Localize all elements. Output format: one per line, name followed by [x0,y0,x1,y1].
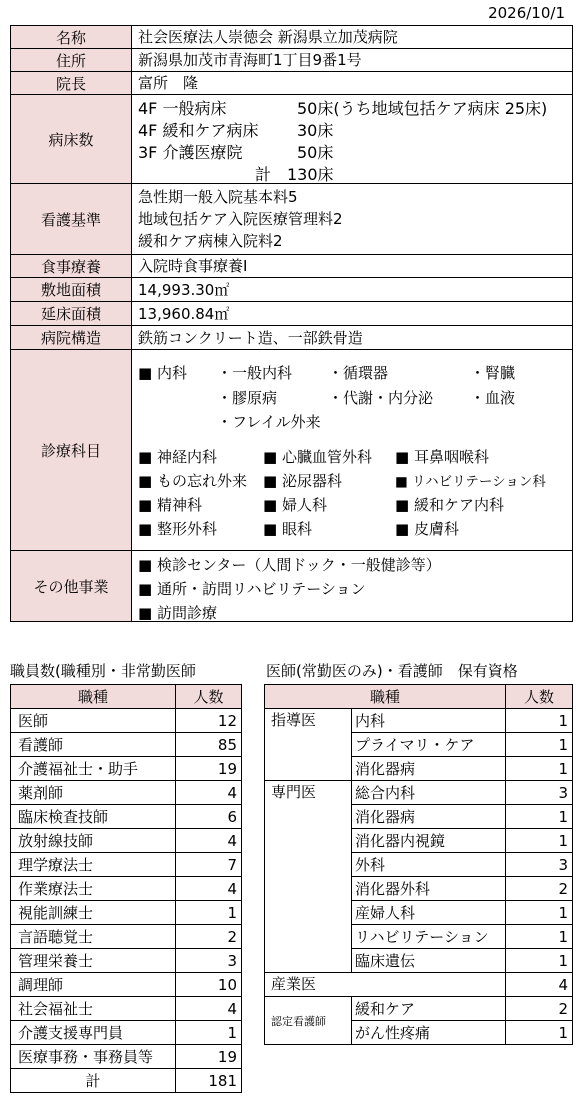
staff-total-value: 181 [176,1069,242,1093]
staff-row [11,997,242,1021]
staff-caption: 職員数(職種別・非常勤医師 [10,662,196,680]
qualification-count: 1 [506,733,573,757]
structure-label: 病院構造 [11,326,132,350]
staff-type: 放射線技師 [11,829,176,853]
qualification-name: 消化器外科 [352,877,506,901]
bed-ward-name: 4F 一般病床 [138,99,227,118]
qualification-count: 1 [506,949,573,973]
qualification-count: 1 [506,901,573,925]
name-value: 社会医療法人崇徳会 新潟県立加茂病院 [132,26,573,49]
row-site-area [11,278,573,302]
staff-count: 1 [176,901,242,925]
departments-list [132,350,572,550]
nursing-standard: 急性期一般入院基本料5 [138,188,298,206]
row-departments [11,350,573,551]
staff-count: 4 [176,829,242,853]
department: ■ 神経内科 [138,448,217,466]
staff-row [11,781,242,805]
department-sub: ・代謝・内分泌 [328,389,434,407]
department: ■ 婦人科 [263,496,327,514]
staff-count: 85 [176,733,242,757]
qualification-name: 外科 [352,853,506,877]
staff-type: 薬剤師 [11,781,176,805]
qualification-count: 1 [506,805,573,829]
qualification-count: 3 [506,781,573,805]
qualification-count: 3 [506,853,573,877]
qualifications-caption: 医師(常勤医のみ)・看護師 保有資格 [266,662,518,680]
department-internal: ■ 内科 [138,364,187,382]
staff-row [11,973,242,997]
row-nursing [11,184,573,255]
qualification-name: リハビリテーション [352,925,506,949]
qualification-category: 指導医 [265,709,352,781]
qualification-count: 1 [506,829,573,853]
staff-row [11,733,242,757]
staff-row [11,1021,242,1045]
staff-type: 管理栄養士 [11,949,176,973]
row-structure [11,326,573,350]
qualification-name: 産婦人科 [352,901,506,925]
bed-ward-count: 30床 [297,121,334,140]
staff-count: 19 [176,757,242,781]
staff-type: 臨床検査技師 [11,805,176,829]
department: ■ 皮膚科 [395,520,459,538]
bed-ward-count: 50床(うち地域包括ケア病床 25床) [297,99,548,118]
qualification-name: 緩和ケア [352,997,506,1021]
row-name [11,26,573,49]
beds-list [132,95,572,183]
staff-type: 言語聴覚士 [11,925,176,949]
department-sub: ・フレイル外来 [217,413,321,431]
department: ■ 眼科 [263,520,312,538]
staff-type: 調理師 [11,973,176,997]
staff-row [11,829,242,853]
department: ■ 耳鼻咽喉科 [395,448,489,466]
staff-row [11,805,242,829]
staff-count: 12 [176,709,242,733]
report-date: 2026/10/1 [488,4,565,22]
nursing-standard: 緩和ケア病棟入院料2 [138,232,283,250]
nursing-standard: 地域包括ケア入院医療管理料2 [138,210,343,228]
qualification-name: 内科 [352,709,506,733]
other-service: ■ 通所・訪問リハビリテーション [138,580,366,598]
site-area-value: 14,993.30㎡ [132,278,573,302]
other-service: ■ 訪問診療 [138,604,217,622]
bed-ward-name: 4F 緩和ケア病床 [138,121,259,140]
staff-type: 理学療法士 [11,853,176,877]
qualification-count: 2 [506,997,573,1021]
meal-value: 入院時食事療養Ⅰ [132,255,573,278]
department-sub: ・血液 [470,389,516,407]
row-address [11,49,573,72]
row-other-services [11,551,573,622]
staff-row [11,901,242,925]
staff-count: 4 [176,781,242,805]
floor-area-value: 13,960.84㎡ [132,302,573,326]
staff-count: 4 [176,877,242,901]
hospital-profile-table [10,25,573,622]
staff-type: 作業療法士 [11,877,176,901]
department: ■ リハビリテーション科 [395,474,546,490]
staff-row [11,877,242,901]
staff-type: 社会福祉士 [11,997,176,1021]
staff-count: 2 [176,925,242,949]
department: ■ 心臓血管外科 [263,448,372,466]
staff-count: 4 [176,997,242,1021]
site-area-label: 敷地面積 [11,278,132,302]
qualification-name: 臨床遺伝 [352,949,506,973]
other-services-list [132,551,572,621]
row-floor-area [11,302,573,326]
qualifications-header-count: 人数 [506,685,573,709]
director-label: 院長 [11,72,132,95]
qualification-row [265,709,573,733]
bed-ward-name: 3F 介護医療院 [138,143,243,162]
department-sub: ・一般内科 [217,364,293,382]
row-beds [11,95,573,184]
department: ■ 精神科 [138,496,202,514]
address-label: 住所 [11,49,132,72]
staff-type: 医療事務・事務員等 [11,1045,176,1069]
staff-row [11,1045,242,1069]
department: ■ もの忘れ外来 [138,472,247,490]
departments-label: 診療科目 [11,350,132,551]
staff-header [11,685,242,709]
staff-count: 19 [176,1045,242,1069]
beds-total: 計 130床 [255,165,334,184]
floor-area-label: 延床面積 [11,302,132,326]
industrial-physician-count: 4 [506,973,573,997]
bed-ward-count: 50床 [297,143,334,162]
qualifications-header [265,685,573,709]
qualification-count: 2 [506,877,573,901]
qualification-name: プライマリ・ケア [352,733,506,757]
department: ■ 緩和ケア内科 [395,496,504,514]
staff-row [11,709,242,733]
nursing-label: 看護基準 [11,184,132,255]
address-value: 新潟県加茂市青海町1丁目9番1号 [132,49,573,72]
director-value: 富所 隆 [132,72,573,95]
qualification-row-industrial [265,973,573,997]
industrial-physician-label: 産業医 [265,973,506,997]
staff-row [11,757,242,781]
qualification-name: 総合内科 [352,781,506,805]
staff-header-count: 人数 [176,685,242,709]
staff-row [11,925,242,949]
meal-label: 食事療養 [11,255,132,278]
staff-count: 1 [176,1021,242,1045]
qualification-count: 1 [506,709,573,733]
department-sub: ・膠原病 [217,389,278,407]
staff-count: 3 [176,949,242,973]
staff-type: 介護支援専門員 [11,1021,176,1045]
name-label: 名称 [11,26,132,49]
other-service: ■ 検診センター（人間ドック・一般健診等） [138,556,441,574]
qualification-count: 1 [506,757,573,781]
department: ■ 泌尿器科 [263,472,342,490]
qualification-row [265,997,573,1021]
qualification-name: 消化器内視鏡 [352,829,506,853]
staff-table [10,684,242,1093]
qualification-count: 1 [506,1021,573,1045]
staff-header-type: 職種 [11,685,176,709]
staff-type: 看護師 [11,733,176,757]
qualification-name: がん性疼痛 [352,1021,506,1045]
certified-nurse-label: 認定看護師 [265,997,352,1045]
staff-row [11,949,242,973]
department: ■ 整形外科 [138,520,217,538]
qualification-name: 消化器病 [352,805,506,829]
staff-total-label: 計 [11,1069,176,1093]
department-sub: ・腎臓 [470,364,516,382]
qualification-count: 1 [506,925,573,949]
row-director [11,72,573,95]
staff-count: 7 [176,853,242,877]
row-meal [11,255,573,278]
beds-label: 病床数 [11,95,132,184]
staff-total-row [11,1069,242,1093]
department-sub: ・循環器 [328,364,389,382]
structure-value: 鉄筋コンクリート造、一部鉄骨造 [132,326,573,350]
qualifications-table [264,684,573,1045]
qualification-category: 専門医 [265,781,352,973]
staff-type: 視能訓練士 [11,901,176,925]
staff-row [11,853,242,877]
qualification-row [265,781,573,805]
staff-count: 10 [176,973,242,997]
qualification-name: 消化器病 [352,757,506,781]
staff-type: 介護福祉士・助手 [11,757,176,781]
other-services-label: その他事業 [11,551,132,622]
qualifications-header-type: 職種 [265,685,506,709]
staff-count: 6 [176,805,242,829]
staff-type: 医師 [11,709,176,733]
